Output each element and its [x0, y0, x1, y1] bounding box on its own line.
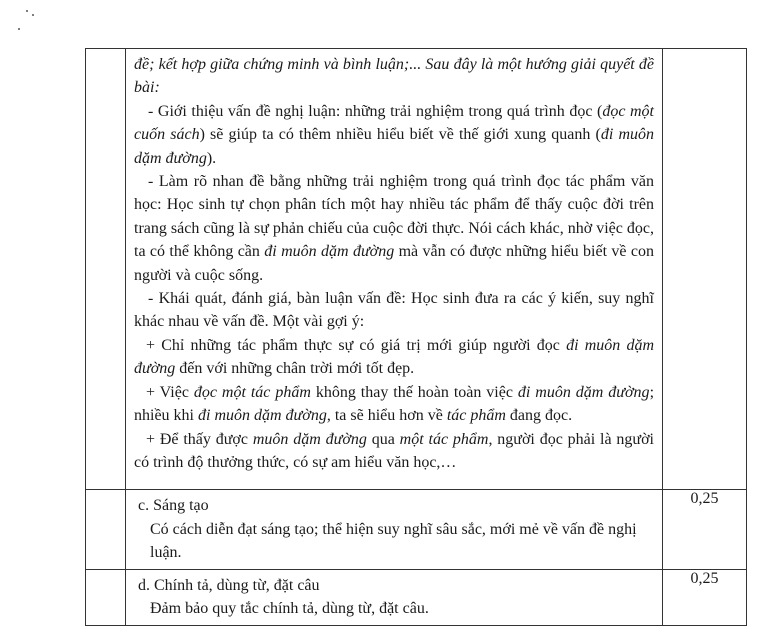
score-value: 0,25	[663, 490, 747, 570]
intro-line: đề; kết hợp giữa chứng minh và bình luận;... Sau đây là một hướng giải quyết đề bài:	[134, 56, 654, 97]
score-cell-empty	[663, 49, 747, 490]
criterion-spelling	[126, 569, 663, 625]
table-row	[86, 569, 747, 625]
suggestion-3: + Để thấy được muôn dặm đường qua một tác phẩm, người đọc phải là người có trình độ thưởng thức, có sự am hiểu văn học,…	[134, 430, 654, 471]
left-cell	[86, 569, 126, 625]
criterion-title: d. Chính tả, dùng từ, đặt câu	[138, 576, 320, 594]
criterion-creativity	[126, 490, 663, 570]
scan-specks	[18, 8, 48, 38]
bullet-discuss: - Khái quát, đánh giá, bàn luận vấn đề: Học sinh đưa ra các ý kiến, suy nghĩ khác nhau về vấn đề. Một vài gợi ý:	[134, 290, 654, 331]
criterion-description: Đảm bảo quy tắc chính tả, dùng từ, đặt câu.	[150, 600, 429, 617]
table-row	[86, 49, 747, 490]
score-value: 0,25	[663, 569, 747, 625]
bullet-clarify: - Làm rõ nhan đề bằng những trải nghiệm trong quá trình đọc tác phẩm văn học: Học sinh tự chọn phân tích một hay nhiều tác phẩm để thấy cuộc đời trên trang sách cũng là sự phản chiếu của cuộc đời thực. Nói cách khác, nhờ việc đọc, ta có thể không cần đi muôn dặm đường mà vẫn có được những hiểu biết về con người và cuộc sống.	[134, 173, 654, 284]
content-cell	[126, 49, 663, 490]
left-cell	[86, 49, 126, 490]
bullet-introduce: - Giới thiệu vấn đề nghị luận: những trải nghiệm trong quá trình đọc (đọc một cuốn sách) sẽ giúp ta có thêm nhiều hiểu biết về thế giới xung quanh (đi muôn dặm đường).	[134, 102, 655, 167]
suggestion-1: + Chỉ những tác phẩm thực sự có giá trị mới giúp người đọc đi muôn dặm đường đến với những chân trời mới tốt đẹp.	[134, 336, 655, 378]
criterion-title: c. Sáng tạo	[138, 497, 209, 514]
suggestion-2: + Việc đọc một tác phẩm không thay thế hoàn toàn việc đi muôn dặm đường; nhiều khi đi muôn dặm đường, ta sẽ hiểu hơn về tác phẩm đang đọc.	[134, 383, 655, 425]
grading-table	[85, 48, 747, 626]
criterion-description: Có cách diễn đạt sáng tạo; thể hiện suy nghĩ sâu sắc, mới mẻ về vấn đề nghị luận.	[150, 520, 637, 561]
left-cell	[86, 490, 126, 570]
table-row	[86, 490, 747, 570]
